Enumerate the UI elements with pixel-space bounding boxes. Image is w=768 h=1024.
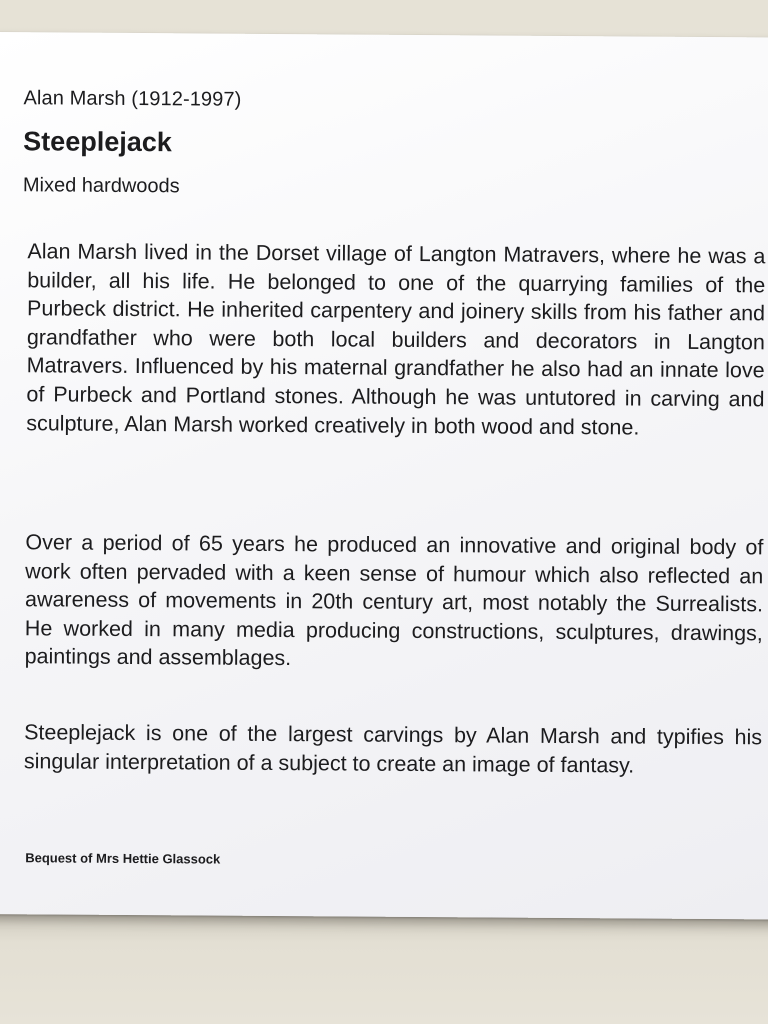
museum-label-card [0, 32, 768, 920]
artwork-medium: Mixed hardwoods [22, 174, 180, 198]
artwork-title: Steeplejack [23, 126, 172, 158]
description-paragraph-3: Steeplejack is one of the largest carvings by Alan Marsh and typifies his singular interpretation of a subject to create an image of fantasy. [23, 720, 763, 778]
description-paragraph-1: Alan Marsh lived in the Dorset village of Langton Matravers, where he was a builder, all his life. He belonged to one of the quarrying families of the Purbeck district. He inherited carpentery and joinery skills from his father and grandfather who were both local builders and decorators in Langton Matravers. Influenced by his maternal grandfather he also had an innate love of Purbeck and Portland stones. Although he was untutored in carving and sculpture, Alan Marsh worked creatively in both wood and stone. [26, 239, 766, 440]
wall-background [0, 915, 768, 1024]
artist-name: Alan Marsh (1912-1997) [23, 87, 242, 111]
description-paragraph-2: Over a period of 65 years he produced an innovative and original body of work often pervaded with a keen sense of humour which also reflected an awareness of movements in 20th century art, most notably the Surrealists. He worked in many media producing constructions, sculptures, drawings, paintings and assemblages. [24, 530, 764, 671]
credit-line: Bequest of Mrs Hettie Glassock [25, 850, 221, 867]
